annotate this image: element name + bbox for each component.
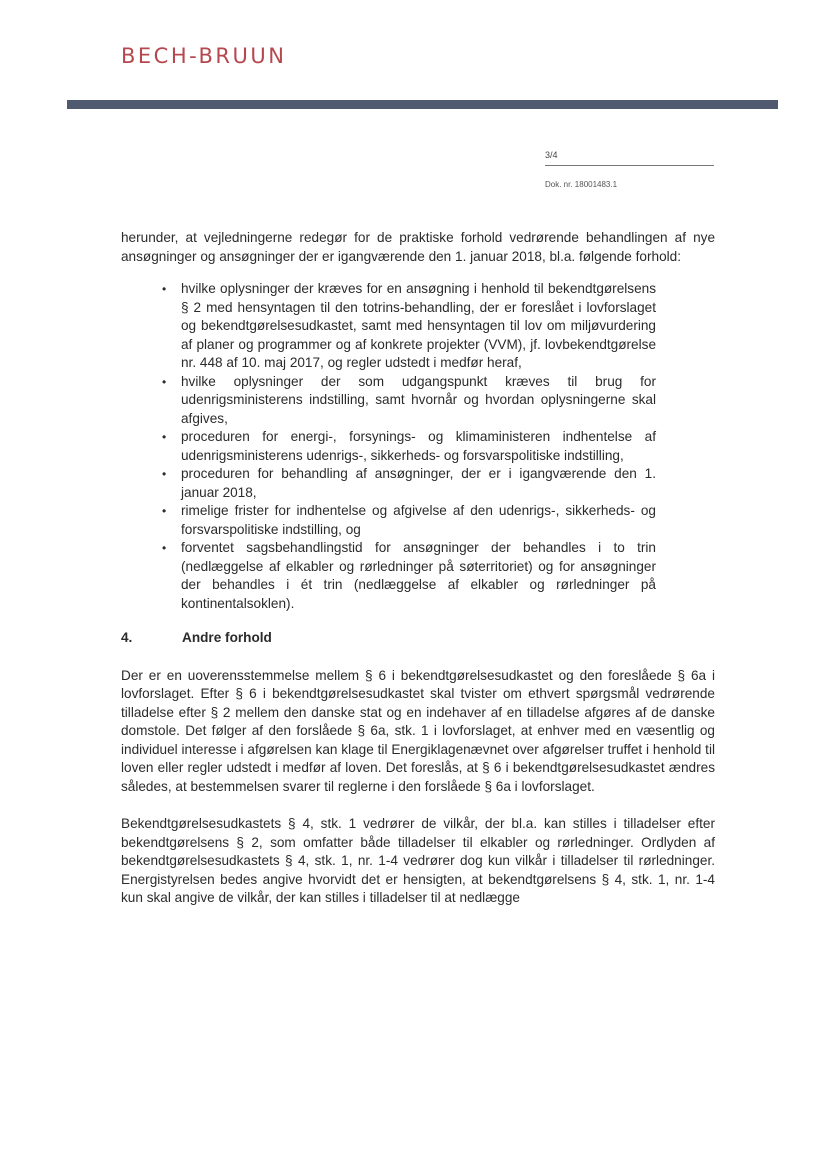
bullet-icon: •: [162, 374, 167, 389]
list-item-text: forventet sagsbehandlingstid for ansøgninger der behandles i to trin (nedlæggelse af elkabler og rørledninger på søterritoriet) og for ansøgninger der behandles i ét trin (nedlæggelse af elkabler og rørledninger på kontinentalsoklen).: [181, 540, 656, 611]
list-item: [162, 373, 656, 429]
document-number: Dok. nr. 18001483.1: [545, 180, 618, 189]
list-item-text: rimelige frister for indhentelse og afgivelse af den udenrigs-, sikkerheds- og forsvarspolitiske indstilling, og: [181, 503, 656, 537]
intro-paragraph: herunder, at vejledningerne redegør for de praktiske forhold vedrørende behandlingen af nye ansøgninger og ansøgninger der er igangværende den 1. januar 2018, bl.a. følgende forhold:: [121, 230, 715, 264]
document-body: [121, 229, 715, 927]
bullet-list: [121, 280, 715, 613]
bullet-icon: •: [162, 504, 167, 518]
list-item-text: hvilke oplysninger der som udgangspunkt kræves til brug for udenrigsministerens indstilling, samt hvornår og hvordan oplysningerne skal afgives,: [181, 373, 656, 426]
page-number: 3/4: [545, 150, 558, 160]
meta-divider: [545, 165, 714, 166]
list-item-text: hvilke oplysninger der kræves for en ansøgning i henhold til bekendtgørelsens § 2 med hensyntagen til den totrins-behandling, der er foreslået i lovforslaget og bekendtgørelsesudkastet, samt med hensyntagen til lov om miljøvurdering af planer og programmer og af konkrete projekter (VVM), jf. lovbekendtgørelse nr. 448 af 10. maj 2017, og regler udstedt i medfør heraf,: [181, 281, 656, 370]
bullet-icon: •: [162, 467, 167, 481]
company-logo: BECH-BRUUN: [121, 44, 287, 68]
list-item: [162, 428, 656, 465]
list-item-text: proceduren for energi-, forsynings- og klimaministeren indhentelse af udenrigsministerens udenrigs-, sikkerheds- og forsvarspolitiske indstilling,: [181, 429, 656, 463]
bullet-icon: •: [162, 541, 167, 555]
header-band: [67, 100, 778, 109]
list-item: [162, 465, 656, 502]
list-item-text: proceduren for behandling af ansøgninger, der er i igangværende den 1. januar 2018,: [181, 466, 656, 500]
section-title: Andre forhold: [182, 630, 272, 645]
body-paragraph: Bekendtgørelsesudkastets § 4, stk. 1 vedrører de vilkår, der bl.a. kan stilles i tilladelser efter bekendtgørelsens § 2, som omfatter både tilladelser til elkabler og rørledninger. Ordlyden af bekendtgørelsesudkastets § 4, stk. 1, nr. 1-4 vedrører dog kun vilkår i tilladelser til rørledninger. Energistyrelsen bedes angive hvorvidt det er hensigten, at bekendtgørelsens § 4, stk. 1, nr. 1-4 kun skal angive de vilkår, der kan stilles i tilladelser til at nedlægge: [121, 816, 715, 905]
bullet-icon: •: [162, 282, 167, 296]
body-paragraph: Der er en uoverensstemmelse mellem § 6 i bekendtgørelsesudkastet og den foreslåede § 6a i lovforslaget. Efter § 6 i bekendtgørelsesudkastet skal tvister om ethvert spørgsmål vedrørende tilladelse efter § 2 mellem den danske stat og en indehaver af en tilladelse afgøres af de danske domstole. Det følger af den forslåede § 6a, stk. 1 i lovforslaget, at enhver med en væsentlig og individuel interesse i afgørelsen kan klage til Energiklagenævnet over afgørelser truffet i henhold til loven eller regler udstedt i medfør af loven. Det foreslås, at § 6 i bekendtgørelsesudkastet ændres således, at bestemmelsen svarer til reglerne i den forslåede § 6a i lovforslaget.: [121, 667, 715, 794]
bullet-icon: •: [162, 430, 167, 444]
section-heading: [121, 629, 715, 648]
list-item: [162, 539, 656, 613]
section-number: 4.: [121, 630, 133, 645]
list-item: [162, 280, 656, 373]
list-item: [162, 502, 656, 539]
